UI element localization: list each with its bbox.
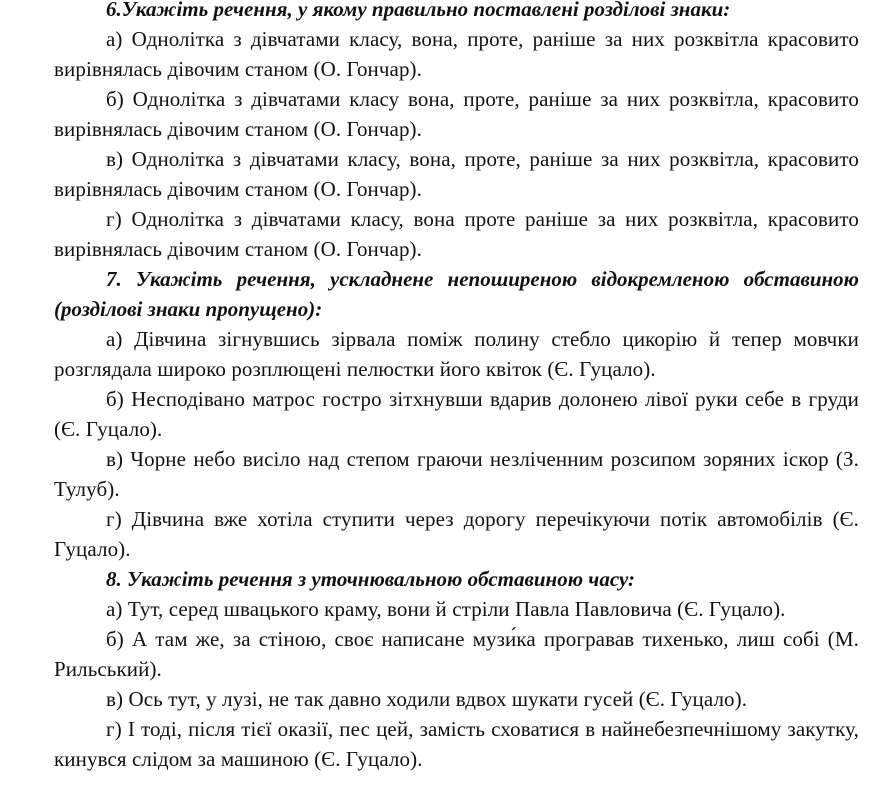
question-8-option-a: а) Тут, серед швацького краму, вони й стріли Павла Павловича (Є. Гуцало). bbox=[106, 597, 786, 621]
question-7-option-b: б) Несподівано матрос гостро зітхнувши вдарив долонею лівої руки себе в груди (Є. Гуцало). bbox=[54, 387, 859, 441]
question-8-option-v: в) Ось тут, у лузі, не так давно ходили вдвох шукати гусей (Є. Гуцало). bbox=[106, 687, 748, 711]
question-7-option-g: г) Дівчина вже хотіла ступити через дорогу перечікуючи потік автомобілів (Є. Гуцало). bbox=[54, 507, 859, 561]
question-8-option-g: г) І тоді, після тієї оказії, пес цей, замість сховатися в найнебезпечнішому закутку, кинувся слідом за машиною (Є. Гуцало). bbox=[54, 717, 859, 771]
question-7-option-v: в) Чорне небо висіло над степом граючи незліченним розсипом зоряних іскор (З. Тулуб). bbox=[54, 447, 859, 501]
question-7-title: 7. Укажіть речення, ускладнене непоширеною відокремленою обставиною (розділові знаки пропущено): bbox=[54, 267, 859, 321]
question-7-option-a: а) Дівчина зігнувшись зірвала поміж полину стебло цикорію й тепер мовчки розглядала широко розплющені пелюстки його квіток (Є. Гуцало). bbox=[54, 327, 859, 381]
question-8 bbox=[54, 564, 859, 774]
question-6-option-a: а) Однолітка з дівчатами класу, вона, проте, раніше за них розквітла красовито вирівнялась дівочим станом (О. Гончар). bbox=[54, 27, 859, 81]
question-6-title: 6.Укажіть речення, у якому правильно поставлені розділові знаки: bbox=[106, 0, 731, 21]
question-8-option-b: б) А там же, за стіною, своє написане музи́ка програвав тихенько, лиш собі (М. Рильський). bbox=[54, 627, 859, 681]
question-6-option-g: г) Однолітка з дівчатами класу, вона проте раніше за них розквітла, красовито вирівнялась дівочим станом (О. Гончар). bbox=[54, 207, 859, 261]
question-6-option-v: в) Однолітка з дівчатами класу, вона, проте, раніше за них розквітла, красовито вирівнялась дівочим станом (О. Гончар). bbox=[54, 147, 859, 201]
question-6 bbox=[54, 0, 859, 264]
question-6-option-b: б) Однолітка з дівчатами класу вона, проте, раніше за них розквітла, красовито вирівнялась дівочим станом (О. Гончар). bbox=[54, 87, 859, 141]
question-7 bbox=[54, 264, 859, 564]
question-8-title: 8. Укажіть речення з уточнювальною обставиною часу: bbox=[106, 567, 636, 591]
